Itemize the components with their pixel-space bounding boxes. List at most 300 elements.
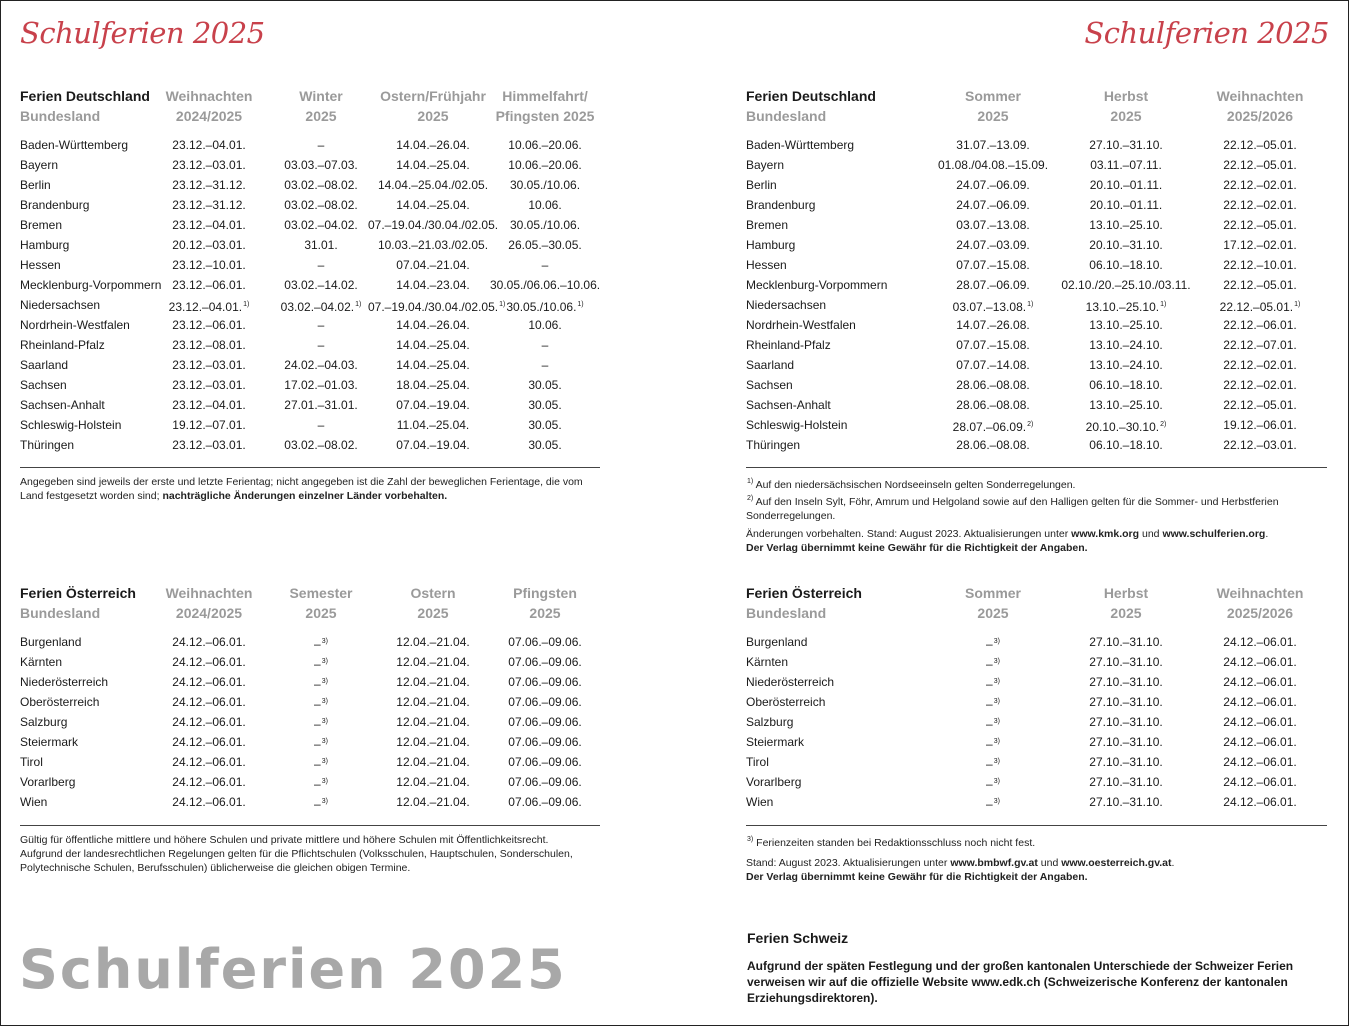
state-name: Saarland [20, 358, 69, 372]
date-cell: –$^{3)}$ [986, 697, 1000, 711]
note-bold-text: nachträgliche Änderungen einzelner Länder vorbehalten. [162, 490, 448, 502]
date-cell: 07.06.–09.06. [508, 655, 582, 669]
date-cell: 23.12.–06.01. [172, 318, 246, 332]
date-cell: 20.10.–01.11. [1089, 198, 1163, 212]
date-cell: – [317, 318, 325, 332]
table-row [20, 752, 600, 772]
date-cell: 27.10.–31.10. [1089, 695, 1163, 709]
date-cell: 03.02.–14.02. [284, 278, 358, 292]
state-name: Sachsen [746, 378, 793, 392]
table-row [746, 632, 1326, 652]
state-name: Hessen [746, 258, 787, 272]
date-cell: 22.12.–02.01. [1223, 198, 1297, 212]
state-name: Bremen [20, 218, 63, 232]
date-cell: 14.07.–26.08. [956, 318, 1030, 332]
date-cell: 20.12.–03.01. [172, 238, 246, 252]
date-cell: 23.12.–31.12. [172, 178, 246, 192]
state-name: Niederösterreich [20, 675, 109, 689]
footnote-mark: 3) [993, 678, 1000, 685]
date-cell: 28.06.–08.08. [956, 438, 1030, 452]
table-row [20, 712, 600, 732]
state-name: Wien [746, 795, 774, 809]
date-cell: 19.12.–07.01. [172, 418, 246, 432]
date-cell: 24.12.–06.01. [1223, 755, 1297, 769]
at-right-notes [746, 833, 1327, 884]
date-cell: 24.12.–06.01. [172, 715, 246, 729]
state-name: Sachsen-Anhalt [746, 398, 831, 412]
date-cell: 14.04.–26.04. [396, 318, 470, 332]
date-cell: 30.05. [528, 378, 562, 392]
footnote-mark: 3) [993, 638, 1000, 645]
table-row [746, 375, 1326, 395]
table-row [20, 772, 600, 792]
date-cell: 24.12.–06.01. [1223, 715, 1297, 729]
date-cell: 07.06.–09.06. [508, 775, 582, 789]
column-header: Pfingsten 2025 [513, 585, 577, 621]
date-cell: 24.12.–06.01. [172, 735, 246, 749]
date-cell: 24.12.–06.01. [1223, 695, 1297, 709]
date-cell: – [541, 358, 549, 372]
date-cell: 26.05.–30.05. [508, 238, 582, 252]
column-header: Weihnachten 2025/2026 [1216, 88, 1304, 124]
date-cell: 31.01. [304, 238, 338, 252]
table-row [20, 295, 600, 315]
schweiz-text: Aufgrund der späten Festlegung und der großen kantonalen Unterschiede der Schweizer Ferien verweisen wir auf die offizielle Website www.edk.ch (Schweizerische Konferenz der kantonalen Erziehungsdirektoren). [747, 959, 1294, 1005]
footnote-mark: 3) [993, 778, 1000, 785]
footnote-mark: 3) [321, 698, 328, 705]
footnote-mark: 1) [1294, 301, 1301, 308]
divider [746, 467, 1327, 468]
date-cell: 30.05. [528, 438, 562, 452]
date-cell: 22.12.–07.01. [1223, 338, 1297, 352]
date-cell: 07.–19.04./30.04./02.05. [368, 218, 499, 232]
state-name: Schleswig-Holstein [20, 418, 122, 432]
table-row [746, 395, 1326, 415]
footnote-mark: 2) [1027, 421, 1034, 428]
date-cell: 14.04.–25.04. [396, 158, 470, 172]
date-cell: 24.07.–06.09. [956, 198, 1030, 212]
date-cell: –$^{3)}$ [986, 657, 1000, 671]
link-bmbwf[interactable]: www.bmbwf.gv.at [950, 857, 1038, 869]
table-row [746, 752, 1326, 772]
state-name: Schleswig-Holstein [746, 418, 848, 432]
state-name: Bremen [746, 218, 789, 232]
link-oesterreich[interactable]: www.oesterreich.gv.at [1061, 857, 1172, 869]
table-row [20, 135, 600, 155]
date-cell: 23.12.–03.01. [172, 378, 246, 392]
link-schulferien[interactable]: www.schulferien.org [1162, 528, 1266, 540]
date-cell: – [541, 338, 549, 352]
date-cell: 22.12.–05.01. [1223, 158, 1297, 172]
table-row [746, 652, 1326, 672]
table-row [20, 255, 600, 275]
date-cell: 24.12.–06.01. [172, 655, 246, 669]
date-cell: –$^{3)}$ [314, 657, 328, 671]
column-header: Ostern/Frühjahr 2025 [380, 88, 486, 124]
date-cell: 23.12.–10.01. [172, 258, 246, 272]
table-row [746, 135, 1326, 155]
table-row [746, 155, 1326, 175]
date-cell: 24.02.–04.03. [284, 358, 358, 372]
state-name: Bayern [746, 158, 785, 172]
date-cell: 23.12.–03.01. [172, 438, 246, 452]
footnote-mark: 1) [355, 301, 362, 308]
date-cell: 03.02.–04.02. [284, 218, 358, 232]
date-cell: 03.02.–08.02. [284, 198, 358, 212]
state-name: Thüringen [746, 438, 801, 452]
date-cell: 20.10.–31.10. [1089, 238, 1163, 252]
date-cell: 07.04.–19.04. [396, 398, 470, 412]
table-row [746, 692, 1326, 712]
table-row [746, 772, 1326, 792]
footnote-mark: 3) [321, 738, 328, 745]
footnote-mark: 3) [993, 738, 1000, 745]
date-cell: – [541, 258, 549, 272]
state-name: Mecklenburg-Vorpommern [20, 278, 162, 292]
state-name: Sachsen [20, 378, 67, 392]
date-cell: 22.12.–05.01. [1223, 398, 1297, 412]
date-cell: 23.12.–03.01. [172, 358, 246, 372]
state-name: Baden-Württemberg [746, 138, 855, 152]
date-cell: 24.12.–06.01. [1223, 735, 1297, 749]
date-cell: 24.12.–06.01. [172, 635, 246, 649]
date-cell: 22.12.–05.01.$^{1)}$ [1219, 300, 1301, 314]
divider [746, 825, 1327, 826]
date-cell: 20.10.–30.10.$^{2)}$ [1085, 420, 1167, 434]
date-cell: 22.12.–02.01. [1223, 178, 1297, 192]
state-name: Steiermark [746, 735, 805, 749]
state-name: Hamburg [20, 238, 70, 252]
date-cell: 27.10.–31.10. [1089, 655, 1163, 669]
date-cell: 27.10.–31.10. [1089, 735, 1163, 749]
date-cell: 07.07.–14.08. [956, 358, 1030, 372]
table-row [20, 215, 600, 235]
date-cell: 24.12.–06.01. [1223, 655, 1297, 669]
table-row [746, 315, 1326, 335]
state-name: Tirol [746, 755, 769, 769]
date-cell: –$^{3)}$ [314, 637, 328, 651]
date-cell: 22.12.–05.01. [1223, 138, 1297, 152]
state-name: Wien [20, 795, 48, 809]
date-cell: 23.12.–31.12. [172, 198, 246, 212]
footnote-mark: 3) [321, 798, 328, 805]
left-page-title: Schulferien 2025 [20, 16, 265, 50]
date-cell: 28.06.–08.08. [956, 378, 1030, 392]
state-name: Rheinland-Pfalz [20, 338, 105, 352]
date-cell: 23.12.–04.01. [172, 218, 246, 232]
date-cell: 12.04.–21.04. [396, 635, 470, 649]
footnote-mark: 3) [993, 718, 1000, 725]
table-row [20, 415, 600, 435]
date-cell: 31.07.–13.09. [956, 138, 1030, 152]
date-cell: –$^{3)}$ [314, 797, 328, 811]
note-text: Angegeben sind jeweils der erste und letzte Ferientag; nicht angegeben ist die Zahl der beweglichen Ferientage, die vom Land festgesetzt worden sind; [20, 476, 583, 502]
date-cell: 27.01.–31.01. [284, 398, 358, 412]
footnote-mark: 2) [1160, 421, 1167, 428]
column-header: Weihnachten 2025/2026 [1216, 585, 1304, 621]
table-title: Ferien Deutschland Bundesland [20, 88, 150, 124]
table-row [746, 295, 1326, 315]
date-cell: –$^{3)}$ [986, 717, 1000, 731]
date-cell: 07.07.–15.08. [956, 338, 1030, 352]
note-line-2: Aufgrund der landesrechtlichen Regelungen gelten für die Pflichtschulen (Volksschulen, Hauptschulen, Sonderschulen, Polytechnische Schulen, Berufsschulen) üblicherweise die gleichen obigen Termine. [20, 848, 573, 874]
table-row [20, 375, 600, 395]
date-cell: 24.12.–06.01. [172, 695, 246, 709]
table-row [20, 175, 600, 195]
date-cell: 10.06.–20.06. [508, 138, 582, 152]
table-row [20, 792, 600, 812]
date-cell: 30.05./10.06. [509, 218, 581, 232]
footnote-mark: 3) [321, 718, 328, 725]
date-cell: 07.06.–09.06. [508, 735, 582, 749]
date-cell: 30.05./10.06.$^{1)}$ [506, 300, 584, 314]
state-name: Niedersachsen [20, 298, 101, 312]
de-left-note [20, 475, 600, 503]
date-cell: 27.10.–31.10. [1089, 775, 1163, 789]
date-cell: 07.06.–09.06. [508, 635, 582, 649]
column-header: Himmelfahrt/ Pfingsten 2025 [495, 88, 595, 124]
column-header: Herbst 2025 [1103, 585, 1149, 621]
state-name: Vorarlberg [746, 775, 802, 789]
update-note: Änderungen vorbehalten. Stand: August 2023. Aktualisierungen unter www.kmk.org und www.schulferien.org. [746, 528, 1269, 540]
date-cell: 22.12.–05.01. [1223, 218, 1297, 232]
date-cell: 06.10.–18.10. [1089, 378, 1163, 392]
table-row [20, 435, 600, 455]
date-cell: 23.12.–04.01.$^{1)}$ [168, 300, 250, 314]
date-cell: 27.10.–31.10. [1089, 715, 1163, 729]
table-title: Ferien Deutschland Bundesland [746, 88, 876, 124]
at-left-note [20, 833, 580, 875]
state-name: Baden-Württemberg [20, 138, 129, 152]
state-name: Berlin [746, 178, 777, 192]
date-cell: –$^{3)}$ [314, 737, 328, 751]
table-row [20, 672, 600, 692]
state-name: Burgenland [20, 635, 82, 649]
date-cell: 10.06. [528, 318, 562, 332]
table-row [20, 355, 600, 375]
date-cell: 07.07.–15.08. [956, 258, 1030, 272]
state-name: Niedersachsen [746, 298, 827, 312]
state-name: Burgenland [746, 635, 808, 649]
column-header: Sommer 2025 [964, 88, 1022, 124]
date-cell: 17.02.–01.03. [284, 378, 358, 392]
state-name: Hessen [20, 258, 61, 272]
date-cell: 27.10.–31.10. [1089, 795, 1163, 809]
table-row [20, 395, 600, 415]
state-name: Salzburg [20, 715, 68, 729]
date-cell: 14.04.–25.04./02.05. [377, 178, 489, 192]
column-header: Herbst 2025 [1103, 88, 1149, 124]
date-cell: 24.12.–06.01. [1223, 635, 1297, 649]
date-cell: 12.04.–21.04. [396, 695, 470, 709]
date-cell: 07.06.–09.06. [508, 795, 582, 809]
table-row [746, 215, 1326, 235]
date-cell: 19.12.–06.01. [1223, 418, 1297, 432]
date-cell: 12.04.–21.04. [396, 795, 470, 809]
date-cell: 12.04.–21.04. [396, 655, 470, 669]
state-name: Oberösterreich [746, 695, 826, 709]
date-cell: –$^{3)}$ [986, 777, 1000, 791]
date-cell: 07.04.–19.04. [396, 438, 470, 452]
table-row [20, 632, 600, 652]
state-name: Bayern [20, 158, 59, 172]
date-cell: 03.07.–13.08. [956, 218, 1030, 232]
date-cell: 24.12.–06.01. [172, 675, 246, 689]
date-cell: 23.12.–03.01. [172, 158, 246, 172]
date-cell: 22.12.–03.01. [1223, 438, 1297, 452]
date-cell: 07.–19.04./30.04./02.05.$^{1)}$ [368, 300, 506, 314]
date-cell: 23.12.–06.01. [172, 278, 246, 292]
table-row [746, 672, 1326, 692]
footnote-1: $^{1)}$ Auf den niedersächsischen Nordseeinseln gelten Sonderregelungen. [747, 478, 1076, 491]
date-cell: 18.04.–25.04. [396, 378, 470, 392]
date-cell: 14.04.–23.04. [396, 278, 470, 292]
date-cell: 24.07.–03.09. [956, 238, 1030, 252]
footnote-mark: 3) [993, 698, 1000, 705]
footnote-mark: 3) [321, 658, 328, 665]
state-name: Nordrhein-Westfalen [20, 318, 130, 332]
date-cell: 24.12.–06.01. [172, 795, 246, 809]
footnote-mark: 3) [993, 758, 1000, 765]
date-cell: 14.04.–25.04. [396, 358, 470, 372]
date-cell: 07.06.–09.06. [508, 755, 582, 769]
date-cell: 30.05. [528, 418, 562, 432]
date-cell: – [317, 138, 325, 152]
link-kmk[interactable]: www.kmk.org [1071, 528, 1140, 540]
date-cell: 02.10./20.–25.10./03.11. [1061, 278, 1191, 292]
table-row [20, 195, 600, 215]
table-row [746, 355, 1326, 375]
state-name: Hamburg [746, 238, 796, 252]
footnote-mark: 3) [321, 678, 328, 685]
date-cell: 01.08./04.08.–15.09. [937, 158, 1049, 172]
date-cell: 27.10.–31.10. [1089, 138, 1163, 152]
date-cell: 24.12.–06.01. [1223, 795, 1297, 809]
state-name: Kärnten [20, 655, 63, 669]
footnote-mark: 3) [321, 638, 328, 645]
footnote-mark: 3) [321, 758, 328, 765]
date-cell: 07.04.–21.04. [396, 258, 470, 272]
table-row [746, 415, 1326, 435]
date-cell: 28.07.–06.09. [956, 278, 1030, 292]
date-cell: –$^{3)}$ [314, 697, 328, 711]
date-cell: 14.04.–25.04. [396, 338, 470, 352]
footnote-mark: 1) [577, 301, 584, 308]
disclaimer: Der Verlag übernimmt keine Gewähr für die Richtigkeit der Angaben. [746, 542, 1088, 554]
date-cell: 03.02.–08.02. [284, 178, 358, 192]
column-header: Winter 2025 [299, 88, 343, 124]
date-cell: 03.02.–04.02.$^{1)}$ [280, 300, 362, 314]
date-cell: 20.10.–01.11. [1089, 178, 1163, 192]
date-cell: 28.06.–08.08. [956, 398, 1030, 412]
date-cell: 22.12.–10.01. [1223, 258, 1297, 272]
date-cell: 23.12.–04.01. [172, 138, 246, 152]
table-row [20, 155, 600, 175]
date-cell: 12.04.–21.04. [396, 755, 470, 769]
table-row [746, 255, 1326, 275]
date-cell: –$^{3)}$ [986, 737, 1000, 751]
date-cell: – [317, 258, 325, 272]
date-cell: –$^{3)}$ [986, 757, 1000, 771]
date-cell: 12.04.–21.04. [396, 675, 470, 689]
state-name: Brandenburg [20, 198, 90, 212]
date-cell: –$^{3)}$ [314, 677, 328, 691]
date-cell: 06.10.–18.10. [1089, 258, 1163, 272]
state-name: Rheinland-Pfalz [746, 338, 831, 352]
date-cell: 30.05./10.06. [509, 178, 581, 192]
date-cell: –$^{3)}$ [314, 777, 328, 791]
date-cell: 22.12.–05.01. [1223, 278, 1297, 292]
date-cell: –$^{3)}$ [986, 797, 1000, 811]
date-cell: 23.12.–04.01. [172, 398, 246, 412]
column-header: Weihnachten 2024/2025 [165, 88, 253, 124]
footnote-3: $^{3)}$ Ferienzeiten standen bei Redaktionsschluss noch nicht fest. [747, 836, 1036, 849]
date-cell: –$^{3)}$ [986, 637, 1000, 651]
date-cell: 03.03.–07.03. [284, 158, 358, 172]
table-row [20, 315, 600, 335]
column-header: Sommer 2025 [964, 585, 1022, 621]
date-cell: 13.10.–24.10. [1089, 358, 1163, 372]
date-cell: –$^{3)}$ [314, 757, 328, 771]
state-name: Niederösterreich [746, 675, 835, 689]
date-cell: 24.07.–06.09. [956, 178, 1030, 192]
table-row [746, 435, 1326, 455]
state-name: Salzburg [746, 715, 794, 729]
date-cell: 13.10.–25.10.$^{1)}$ [1085, 300, 1167, 314]
date-cell: 03.02.–08.02. [284, 438, 358, 452]
date-cell: 12.04.–21.04. [396, 735, 470, 749]
date-cell: 07.06.–09.06. [508, 675, 582, 689]
divider [20, 467, 600, 468]
state-name: Steiermark [20, 735, 79, 749]
divider [20, 825, 600, 826]
date-cell: 13.10.–25.10. [1089, 398, 1163, 412]
date-cell: – [317, 338, 325, 352]
state-name: Tirol [20, 755, 43, 769]
date-cell: 30.05./06.06.–10.06. [490, 278, 601, 292]
table-row [746, 792, 1326, 812]
state-name: Sachsen-Anhalt [20, 398, 105, 412]
table-row [20, 275, 600, 295]
date-cell: 10.06.–20.06. [508, 158, 582, 172]
date-cell: 28.07.–06.09.$^{2)}$ [952, 420, 1034, 434]
date-cell: 12.04.–21.04. [396, 775, 470, 789]
bottom-title: Schulferien 2025 [19, 938, 567, 1001]
state-name: Mecklenburg-Vorpommern [746, 278, 888, 292]
date-cell: 22.12.–02.01. [1223, 378, 1297, 392]
update-note: Stand: August 2023. Aktualisierungen unter www.bmbwf.gv.at und www.oesterreich.gv.at. [746, 857, 1175, 869]
date-cell: 27.10.–31.10. [1089, 635, 1163, 649]
date-cell: 24.12.–06.01. [1223, 775, 1297, 789]
date-cell: –$^{3)}$ [986, 677, 1000, 691]
footnote-mark: 1) [1027, 301, 1034, 308]
disclaimer: Der Verlag übernimmt keine Gewähr für die Richtigkeit der Angaben. [746, 871, 1088, 883]
de-right-notes [746, 475, 1327, 555]
table-row [746, 195, 1326, 215]
table-row [746, 235, 1326, 255]
date-cell: 24.12.–06.01. [172, 775, 246, 789]
date-cell: 13.10.–25.10. [1089, 218, 1163, 232]
date-cell: 06.10.–18.10. [1089, 438, 1163, 452]
column-header: Semester 2025 [289, 585, 353, 621]
date-cell: 12.04.–21.04. [396, 715, 470, 729]
footnote-mark: 3) [993, 798, 1000, 805]
table-row [20, 235, 600, 255]
date-cell: 03.11.–07.11. [1090, 158, 1162, 172]
state-name: Thüringen [20, 438, 75, 452]
state-name: Nordrhein-Westfalen [746, 318, 856, 332]
table-row [746, 175, 1326, 195]
